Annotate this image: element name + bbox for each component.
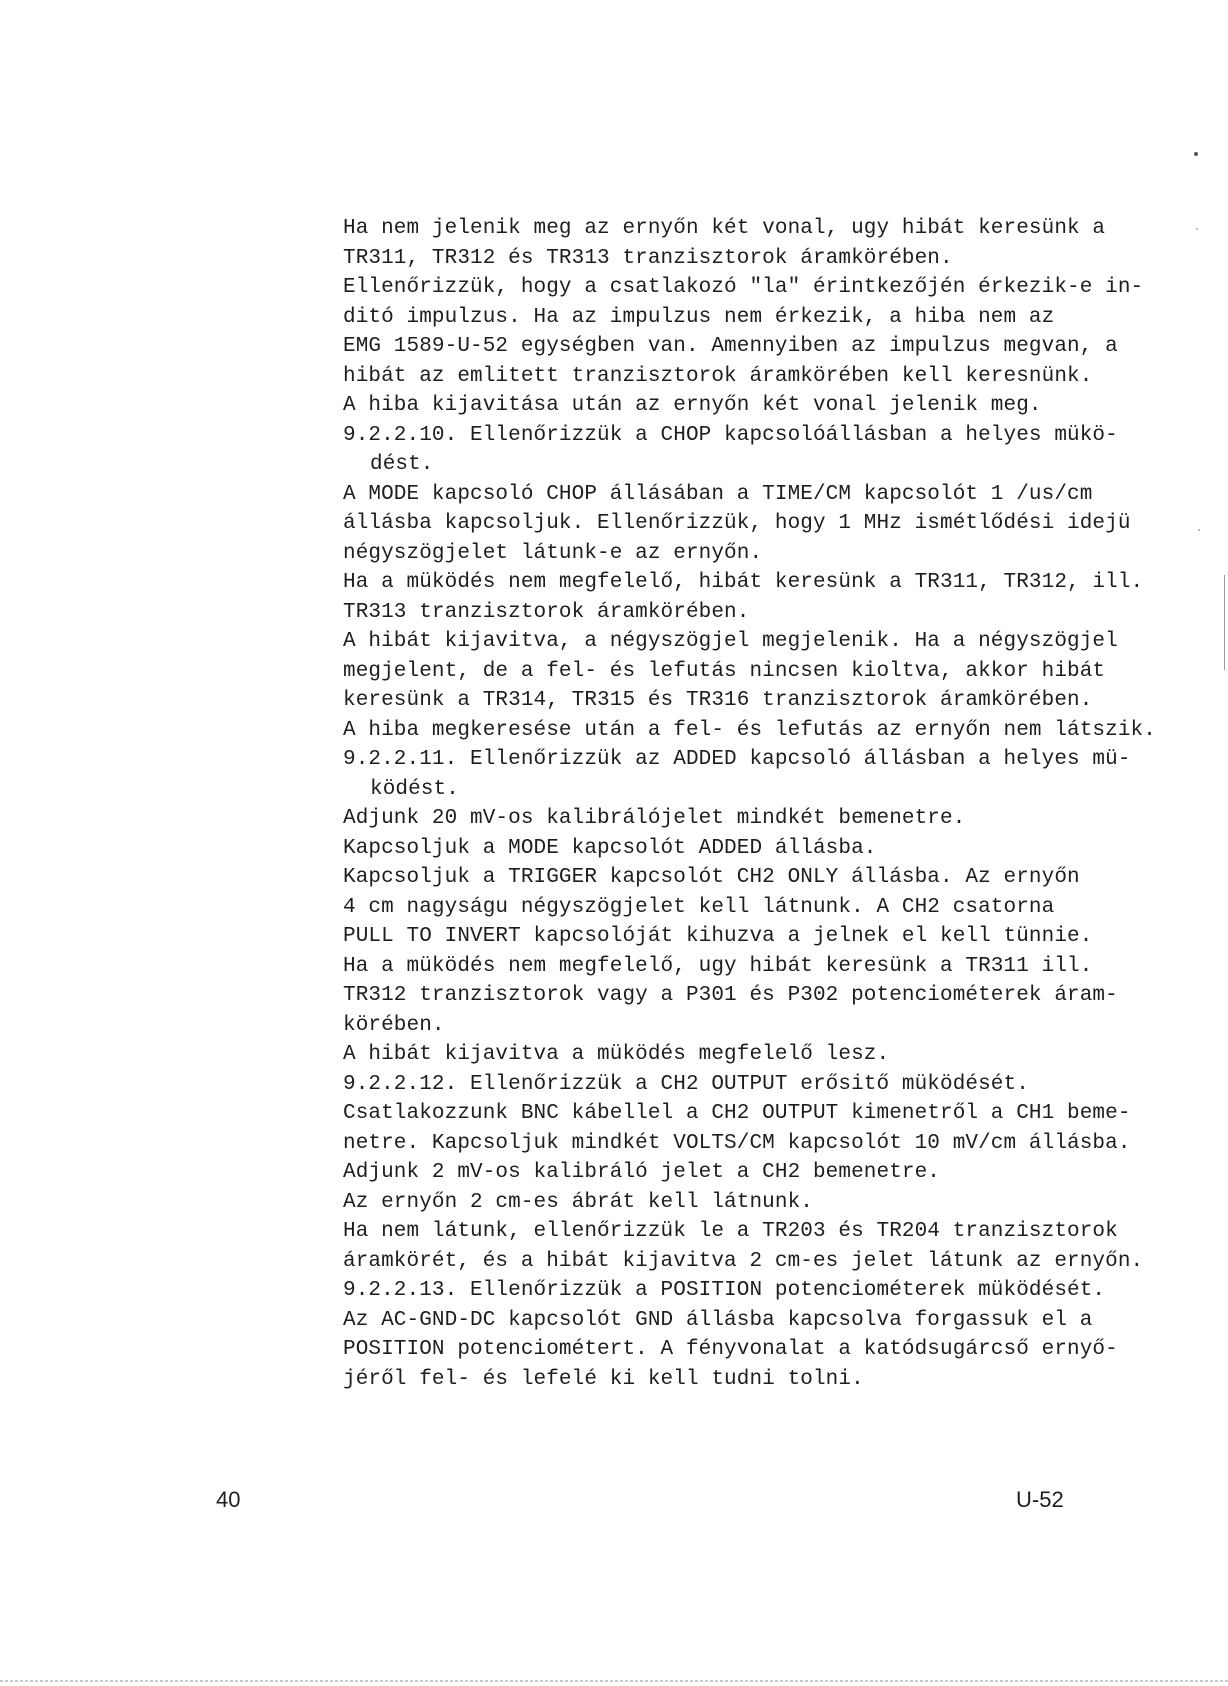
text-line: Ha a müködés nem megfelelő, hibát keresünk a TR311, TR312, ill. [343, 571, 1144, 594]
scan-edge-mark [1224, 575, 1225, 670]
text-line: A hibát kijavitva a müködés megfelelő lesz. [343, 1043, 890, 1066]
text-line: ködést. [370, 777, 459, 801]
page-number: 40 [216, 1487, 241, 1512]
text-line: EMG 1589-U-52 egységben van. Amennyiben az impulzus megvan, a [343, 335, 1118, 358]
text-line: Az AC-GND-DC kapcsolót GND állásba kapcsolva forgassuk el a [343, 1308, 1093, 1332]
text-line: TR311, TR312 és TR313 tranzisztorok áramkörében. [343, 246, 953, 270]
text-line: négyszögjelet látunk-e az ernyőn. [343, 541, 763, 565]
scan-speck [1198, 529, 1200, 531]
text-line: 9.2.2.12. Ellenőrizzük a CH2 OUTPUT erősitő müködését. [343, 1072, 1029, 1096]
text-line: dést. [370, 453, 434, 476]
text-line: 9.2.2.10. Ellenőrizzük a CHOP kapcsolóállásban a helyes mükö- [343, 423, 1118, 447]
text-line: Adjunk 20 mV-os kalibrálójelet mindkét bemenetre. [343, 807, 966, 830]
document-code: U-52 [1016, 1487, 1064, 1512]
text-line: Ha nem jelenik meg az ernyőn két vonal, ugy hibát keresünk a [343, 217, 1106, 240]
text-line: áramkörét, és a hibát kijavitva 2 cm-es jelet látunk az ernyőn. [343, 1249, 1144, 1273]
text-line: TR312 tranzisztorok vagy a P301 és P302 potenciométerek áram- [343, 984, 1118, 1007]
text-line: megjelent, de a fel- és lefutás nincsen kioltva, akkor hibát [343, 659, 1106, 683]
text-line: POSITION potenciométert. A fényvonalat a katódsugárcső ernyő- [343, 1338, 1118, 1361]
text-line: Ha a müködés nem megfelelő, ugy hibát keresünk a TR311 ill. [343, 954, 1093, 978]
text-line: Az ernyőn 2 cm-es ábrát kell látnunk. [343, 1190, 813, 1214]
text-line: hibát az emlitett tranzisztorok áramkörében kell keresnünk. [343, 364, 1093, 388]
scan-speck [1194, 152, 1198, 156]
text-line: Ellenőrizzük, hogy a csatlakozó "la" érintkezőjén érkezik-e in- [343, 276, 1144, 299]
text-line: jéről fel- és lefelé ki kell tudni tolni. [343, 1367, 864, 1391]
text-line: keresünk a TR314, TR315 és TR316 tranzisztorok áramkörében. [343, 689, 1093, 712]
text-line: körében. [343, 1013, 445, 1037]
text-line: A MODE kapcsoló CHOP állásában a TIME/CM kapcsolót 1 /us/cm [343, 482, 1093, 506]
text-line: ditó impulzus. Ha az impulzus nem érkezik, a hiba nem az [343, 305, 1055, 329]
text-line: TR313 tranzisztorok áramkörében. [343, 600, 750, 624]
text-line: Ha nem látunk, ellenőrizzük le a TR203 és TR204 tranzisztorok [343, 1220, 1118, 1243]
text-line: PULL TO INVERT kapcsolóját kihuzva a jelnek el kell tünnie. [343, 925, 1093, 948]
scan-speck [1196, 228, 1198, 230]
text-line: A hiba kijavitása után az ernyőn két vonal jelenik meg. [343, 394, 1042, 417]
body-text [343, 214, 1223, 1394]
text-line: Adjunk 2 mV-os kalibráló jelet a CH2 bemenetre. [343, 1161, 940, 1184]
text-line: 9.2.2.11. Ellenőrizzük az ADDED kapcsoló állásban a helyes mü- [343, 748, 1131, 771]
text-line: A hiba megkeresése után a fel- és lefutás az ernyőn nem látszik. [343, 718, 1156, 742]
text-line: 4 cm nagyságu négyszögjelet kell látnunk. A CH2 csatorna [343, 895, 1055, 919]
text-line: Csatlakozzunk BNC kábellel a CH2 OUTPUT kimenetről a CH1 beme- [343, 1102, 1131, 1125]
scan-bottom-edge [0, 1680, 1228, 1682]
text-line: netre. Kapcsoljuk mindkét VOLTS/CM kapcsolót 10 mV/cm állásba. [343, 1131, 1131, 1155]
text-line: állásba kapcsoljuk. Ellenőrizzük, hogy 1 MHz ismétlődési idejü [343, 512, 1131, 535]
text-line: Kapcsoljuk a MODE kapcsolót ADDED állásba. [343, 836, 877, 860]
text-line: A hibát kijavitva, a négyszögjel megjelenik. Ha a négyszögjel [343, 630, 1118, 653]
text-line: 9.2.2.13. Ellenőrizzük a POSITION potenciométerek müködését. [343, 1279, 1106, 1302]
text-line: Kapcsoljuk a TRIGGER kapcsolót CH2 ONLY állásba. Az ernyőn [343, 866, 1080, 889]
